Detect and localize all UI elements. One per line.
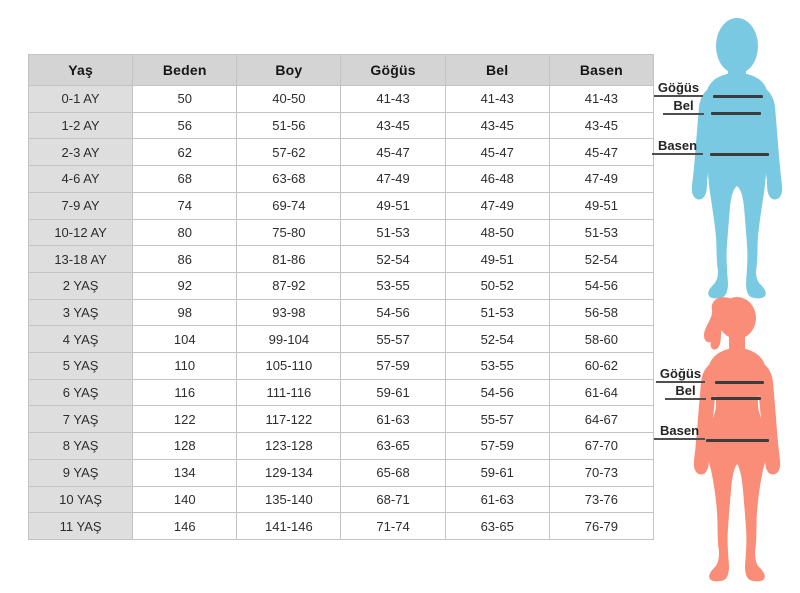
table-row — [29, 353, 654, 380]
table-cell: 146 — [133, 513, 237, 540]
table-cell: 93-98 — [237, 299, 341, 326]
table-cell: 57-62 — [237, 139, 341, 166]
row-age-cell: 5 YAŞ — [29, 353, 133, 380]
table-cell: 40-50 — [237, 86, 341, 113]
table-cell: 58-60 — [549, 326, 653, 353]
table-cell: 140 — [133, 486, 237, 513]
table-cell: 61-63 — [341, 406, 445, 433]
table-cell: 41-43 — [549, 86, 653, 113]
boy-hips-measure-line — [710, 153, 769, 156]
boy-torso-legs — [706, 73, 768, 298]
girl-waist-label: Bel — [665, 384, 706, 400]
table-row — [29, 379, 654, 406]
row-age-cell: 2 YAŞ — [29, 272, 133, 299]
table-cell: 46-48 — [445, 166, 549, 193]
table-row — [29, 86, 654, 113]
table-row — [29, 219, 654, 246]
row-age-cell: 4 YAŞ — [29, 326, 133, 353]
table-row — [29, 513, 654, 540]
table-cell: 64-67 — [549, 406, 653, 433]
row-age-cell: 4-6 AY — [29, 166, 133, 193]
table-row — [29, 112, 654, 139]
table-cell: 117-122 — [237, 406, 341, 433]
table-cell: 122 — [133, 406, 237, 433]
table-cell: 55-57 — [445, 406, 549, 433]
table-row — [29, 299, 654, 326]
table-cell: 51-56 — [237, 112, 341, 139]
table-cell: 45-47 — [549, 139, 653, 166]
table-cell: 45-47 — [341, 139, 445, 166]
table-cell: 69-74 — [237, 192, 341, 219]
row-age-cell: 7 YAŞ — [29, 406, 133, 433]
table-cell: 49-51 — [549, 192, 653, 219]
table-cell: 56 — [133, 112, 237, 139]
table-cell: 129-134 — [237, 459, 341, 486]
table-cell: 52-54 — [341, 246, 445, 273]
table-cell: 81-86 — [237, 246, 341, 273]
table-cell: 50 — [133, 86, 237, 113]
table-cell: 60-62 — [549, 353, 653, 380]
column-header: Yaş — [29, 55, 133, 86]
girl-hips-measure-line — [706, 439, 769, 442]
row-age-cell: 0-1 AY — [29, 86, 133, 113]
table-cell: 67-70 — [549, 433, 653, 460]
table-cell: 50-52 — [445, 272, 549, 299]
table-cell: 98 — [133, 299, 237, 326]
row-age-cell: 13-18 AY — [29, 246, 133, 273]
table-cell: 55-57 — [341, 326, 445, 353]
table-row — [29, 459, 654, 486]
table-cell: 87-92 — [237, 272, 341, 299]
table-cell: 49-51 — [341, 192, 445, 219]
table-header — [29, 55, 654, 86]
boy-chest-label: Göğüs — [654, 81, 703, 97]
table-cell: 68 — [133, 166, 237, 193]
table-cell: 54-56 — [341, 299, 445, 326]
table-cell: 61-64 — [549, 379, 653, 406]
girl-hips-label: Basen — [654, 424, 705, 440]
table-cell: 141-146 — [237, 513, 341, 540]
table-cell: 43-45 — [445, 112, 549, 139]
table-cell: 57-59 — [341, 353, 445, 380]
table-row — [29, 166, 654, 193]
table-header-row — [29, 55, 654, 86]
table-cell: 49-51 — [445, 246, 549, 273]
girl-waist-measure-line — [711, 397, 761, 400]
table-cell: 54-56 — [549, 272, 653, 299]
table-row — [29, 192, 654, 219]
table-cell: 63-65 — [341, 433, 445, 460]
table-cell: 47-49 — [549, 166, 653, 193]
row-age-cell: 1-2 AY — [29, 112, 133, 139]
table-cell: 41-43 — [341, 86, 445, 113]
column-header: Basen — [549, 55, 653, 86]
table-row — [29, 139, 654, 166]
row-age-cell: 6 YAŞ — [29, 379, 133, 406]
table-cell: 135-140 — [237, 486, 341, 513]
boy-hips-label: Basen — [652, 139, 703, 155]
row-age-cell: 10-12 AY — [29, 219, 133, 246]
table-row — [29, 406, 654, 433]
table-cell: 51-53 — [445, 299, 549, 326]
table-row — [29, 326, 654, 353]
table-cell: 63-65 — [445, 513, 549, 540]
table-cell: 53-55 — [445, 353, 549, 380]
table-cell: 116 — [133, 379, 237, 406]
table-cell: 71-74 — [341, 513, 445, 540]
table-cell: 43-45 — [549, 112, 653, 139]
table-cell: 70-73 — [549, 459, 653, 486]
column-header: Göğüs — [341, 55, 445, 86]
column-header: Bel — [445, 55, 549, 86]
row-age-cell: 11 YAŞ — [29, 513, 133, 540]
table-cell: 43-45 — [341, 112, 445, 139]
size-chart-table — [28, 54, 654, 540]
table-cell: 62 — [133, 139, 237, 166]
table-cell: 63-68 — [237, 166, 341, 193]
table-row — [29, 272, 654, 299]
table-cell: 56-58 — [549, 299, 653, 326]
row-age-cell: 3 YAŞ — [29, 299, 133, 326]
row-age-cell: 10 YAŞ — [29, 486, 133, 513]
table-cell: 47-49 — [341, 166, 445, 193]
row-age-cell: 9 YAŞ — [29, 459, 133, 486]
table-cell: 86 — [133, 246, 237, 273]
table-cell: 57-59 — [445, 433, 549, 460]
column-header: Boy — [237, 55, 341, 86]
table-cell: 59-61 — [445, 459, 549, 486]
table-cell: 45-47 — [445, 139, 549, 166]
table-cell: 47-49 — [445, 192, 549, 219]
boy-chest-measure-line — [713, 95, 763, 98]
table-cell: 105-110 — [237, 353, 341, 380]
table-cell: 41-43 — [445, 86, 549, 113]
table-cell: 52-54 — [445, 326, 549, 353]
table-cell: 73-76 — [549, 486, 653, 513]
table-cell: 65-68 — [341, 459, 445, 486]
table-cell: 76-79 — [549, 513, 653, 540]
table-cell: 80 — [133, 219, 237, 246]
table-cell: 61-63 — [445, 486, 549, 513]
table-cell: 53-55 — [341, 272, 445, 299]
table-cell: 123-128 — [237, 433, 341, 460]
boy-silhouette — [663, 15, 800, 300]
table-cell: 134 — [133, 459, 237, 486]
table-cell: 51-53 — [549, 219, 653, 246]
table-cell: 52-54 — [549, 246, 653, 273]
table-cell: 68-71 — [341, 486, 445, 513]
table-cell: 54-56 — [445, 379, 549, 406]
table-cell: 99-104 — [237, 326, 341, 353]
boy-waist-label: Bel — [663, 99, 704, 115]
row-age-cell: 2-3 AY — [29, 139, 133, 166]
table-cell: 110 — [133, 353, 237, 380]
girl-chest-measure-line — [715, 381, 764, 384]
row-age-cell: 8 YAŞ — [29, 433, 133, 460]
table-cell: 51-53 — [341, 219, 445, 246]
table-cell: 128 — [133, 433, 237, 460]
table-cell: 59-61 — [341, 379, 445, 406]
table-row — [29, 486, 654, 513]
table-cell: 74 — [133, 192, 237, 219]
girl-chest-label: Göğüs — [656, 367, 705, 383]
table-cell: 104 — [133, 326, 237, 353]
table-cell: 75-80 — [237, 219, 341, 246]
table-cell: 111-116 — [237, 379, 341, 406]
boy-waist-measure-line — [711, 112, 761, 115]
table-row — [29, 246, 654, 273]
table-row — [29, 433, 654, 460]
column-header: Beden — [133, 55, 237, 86]
row-age-cell: 7-9 AY — [29, 192, 133, 219]
table-cell: 48-50 — [445, 219, 549, 246]
table-cell: 92 — [133, 272, 237, 299]
table-body — [29, 86, 654, 540]
